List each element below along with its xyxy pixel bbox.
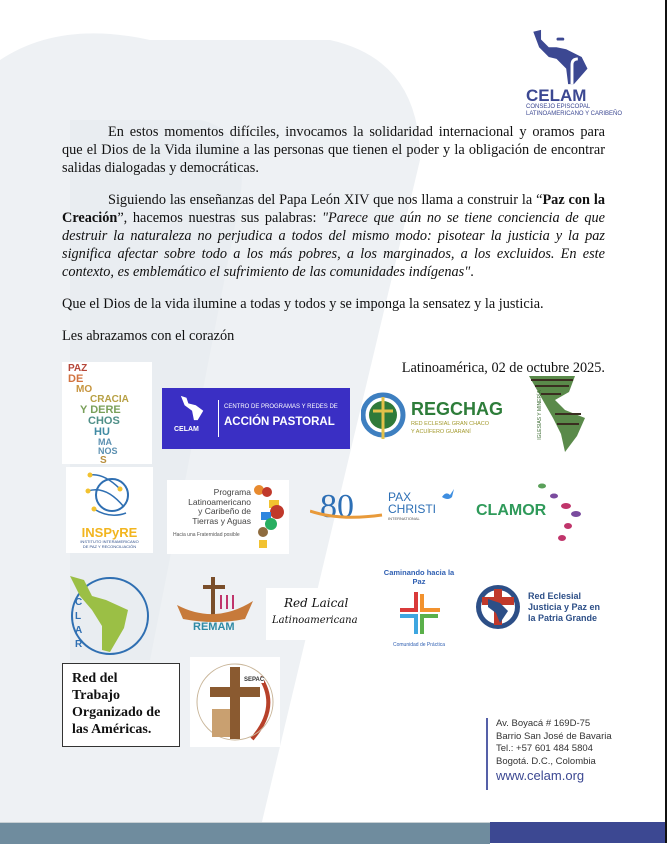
- date-line: Latinoamérica, 02 de octubre 2025.: [401, 360, 605, 376]
- canoe-cross-icon: [175, 575, 260, 625]
- sepac-cross-drum-icon: [190, 657, 280, 747]
- globe-network-icon: [80, 469, 140, 521]
- logo-text: PAZ: [68, 363, 88, 374]
- phone-number: Tel.: +57 601 484 5804: [496, 743, 593, 754]
- logo-text: S: [100, 455, 107, 464]
- map-icon: [178, 394, 208, 422]
- accion-pastoral-logo: [162, 388, 350, 449]
- logo-text: Caminando hacia la Paz: [383, 568, 455, 586]
- paragraph2-bold: Paz con la Creación: [62, 192, 605, 226]
- logo-brand: CLAMOR: [476, 502, 547, 519]
- speech-bubble-map-icon: [249, 482, 289, 550]
- striped-americas-map-icon: [525, 374, 590, 454]
- logo-text: HU: [94, 426, 110, 438]
- logo-brand: SEPAC: [244, 677, 265, 683]
- logo-brand: REGCHAG: [411, 399, 504, 419]
- logo-text: INSTITUTO INTERAMERICANO: [80, 539, 139, 544]
- address-block: [486, 718, 612, 790]
- logo-text: Y ACUÍFERO GUARANÍ: [411, 429, 471, 435]
- logo-text: CLAR: [75, 597, 83, 650]
- four-color-cross-icon: [396, 590, 442, 636]
- footer-bar-gray: [0, 822, 490, 844]
- logo-text: Programa: [213, 487, 251, 497]
- logo-text: CENTRO DE PROGRAMAS Y REDES DE: [224, 404, 338, 410]
- pax-christi-logo: [310, 487, 458, 531]
- logo-text: MO: [76, 384, 93, 395]
- paragraph2-end: .: [470, 264, 474, 280]
- iglesias-mineria-logo: [525, 374, 590, 454]
- logo-text: Organizado de: [72, 705, 161, 720]
- logo-text: las Américas.: [72, 722, 152, 737]
- red-trabajo-organizado-logo: [62, 663, 180, 747]
- logo-text: Justicia y Paz en: [528, 602, 601, 612]
- regchag-emblem-icon: [361, 389, 407, 441]
- dove-icon: [440, 487, 456, 503]
- logo-text: NOS: [98, 446, 118, 456]
- sepac-logo: [190, 657, 280, 747]
- inspyre-logo: [66, 467, 153, 553]
- clamor-logo: [474, 480, 594, 546]
- website-link[interactable]: www.celam.org: [496, 768, 585, 783]
- regchag-logo: [357, 385, 505, 446]
- closing-line: Les abrazamos con el corazón: [62, 328, 235, 344]
- logo-text: Latinoamericana: [272, 615, 358, 626]
- paz-democracia-logo: [62, 362, 152, 464]
- paragraph-pope-leo: [62, 191, 605, 281]
- logo-text: MA: [98, 437, 112, 447]
- logo-text: Red Laical: [284, 596, 349, 610]
- celam-logo: [526, 26, 662, 122]
- logo-text: la Patria Grande: [528, 613, 598, 623]
- ribbon-swoosh-icon: [310, 505, 385, 521]
- remam-logo: [175, 575, 260, 641]
- letter-body: [62, 123, 605, 377]
- city: Bogotá. D.C., Colombia: [496, 755, 596, 767]
- latin-america-map-icon: [526, 26, 618, 86]
- logo-number: 80: [320, 488, 354, 525]
- logo-text: Tierras y Aguas: [192, 515, 251, 526]
- logo-text: CHOS: [88, 415, 120, 427]
- logo-text: RED ECLESIAL GRAN CHACO: [411, 421, 490, 427]
- logo-text: DE: [68, 373, 84, 385]
- logo-text: y Caribeño de: [198, 506, 251, 516]
- logo-text: DE PAZ Y RECONCILIACIÓN: [82, 544, 137, 549]
- logo-tagline: Hacia una Fraternidad posible: [173, 532, 240, 538]
- celam-subtitle: CONSEJO EPISCOPAL LATINOAMERICANO Y CARIBEÑO: [526, 104, 623, 117]
- logo-text: Red Eclesial: [528, 591, 582, 601]
- logo-text: CHRISTI: [388, 502, 436, 516]
- caminando-hacia-la-paz-logo: [374, 566, 464, 658]
- logo-text: PAX: [388, 490, 412, 504]
- logo-text: IGLESIAS Y MINERÍA: [536, 390, 543, 440]
- paragraph-solidarity: En estos momentos difíciles, invocamos la solidaridad internacional y oramos para que el Dios de la Vida ilumine a las personas que tienen el poder y la obligación de encontrar salidas dialogadas y democráticas.: [62, 124, 605, 176]
- logo-text: Latinoamericano: [188, 496, 251, 507]
- celam-wordmark: CELAM: [526, 86, 587, 105]
- address-neighborhood: Barrio San José de Bavaria: [496, 730, 612, 742]
- logo-brand: CELAM: [174, 426, 199, 433]
- logo-text: Comunidad de Práctica: [393, 642, 445, 648]
- logo-text: Y DERE: [80, 404, 121, 416]
- logo-text: INTERNATIONAL: [388, 516, 420, 521]
- pope-quote: "Parece que aún no se tiene conciencia de que destruir la naturaleza no perjudica a todos del mismo modo: pisotear la justicia y la paz significa afectar sobre todo a los más pobres, a los marginados, a los excluidos. En este contexto, es emblemático el sufrimiento de las comunidades indígenas": [62, 210, 606, 280]
- logo-brand: REMAM: [193, 621, 235, 633]
- red-laical-logo: [266, 588, 366, 640]
- paragraph2-intro: Siguiendo las enseñanzas del Papa León XIV que nos llama a construir la “: [108, 192, 543, 208]
- address-line: Av. Boyacá # 169D-75: [496, 718, 591, 729]
- logo-text: Red del: [72, 671, 118, 686]
- logo-text: ACCIÓN PASTORAL: [224, 416, 335, 428]
- paragraph2-mid: ”, hacemos nuestras sus palabras:: [117, 210, 323, 226]
- logo-text: CRACIA: [90, 394, 129, 405]
- clar-logo: [62, 570, 152, 658]
- paragraph-blessing: Que el Dios de la vida ilumine a todas y todos y se imponga la sensatez y la justicia.: [62, 296, 544, 312]
- logo-brand: INSPyRE: [81, 525, 138, 540]
- logo-text: Trabajo: [72, 688, 120, 703]
- justicia-paz-emblem-icon: [474, 583, 522, 631]
- programa-tierras-aguas-logo: [167, 480, 289, 554]
- footer-bar-blue: [490, 822, 667, 843]
- justicia-paz-patria-grande-logo: [470, 575, 620, 651]
